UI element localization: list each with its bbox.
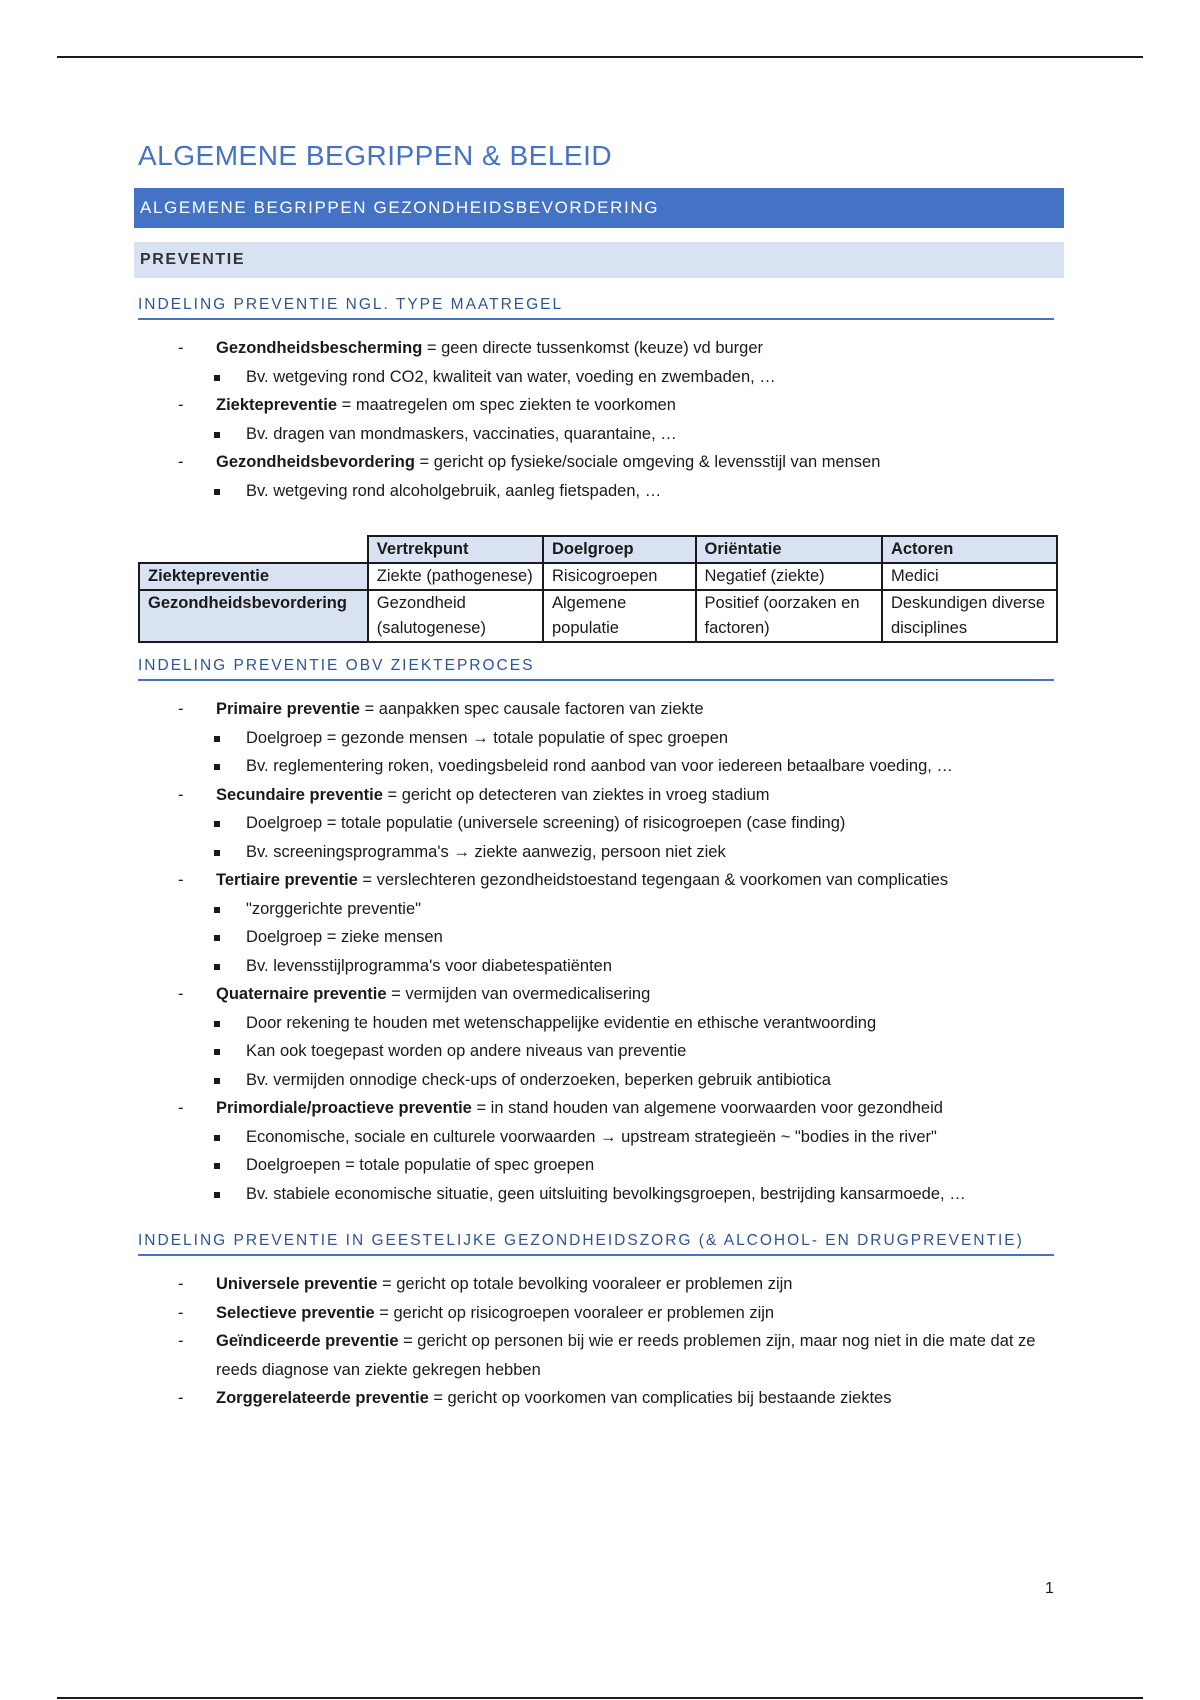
table-corner	[139, 536, 368, 563]
sub-item: Bv. wetgeving rond alcoholgebruik, aanleg fietspaden, …	[210, 477, 1058, 506]
sub-item: Doelgroep = gezonde mensen → totale populatie of spec groepen	[210, 724, 1058, 753]
section1-list	[138, 334, 1058, 505]
sub-item: Bv. vermijden onnodige check-ups of onderzoeken, beperken gebruik antibiotica	[210, 1066, 1058, 1095]
term: Gezondheidsbevordering	[216, 453, 415, 471]
section3-list	[138, 1270, 1058, 1413]
section2-heading: INDELING PREVENTIE OBV ZIEKTEPROCES	[138, 657, 1054, 681]
term: Zorggerelateerde preventie	[216, 1389, 429, 1407]
sub-item: "zorggerichte preventie"	[210, 895, 1058, 924]
heading-2-bar: ALGEMENE BEGRIPPEN GEZONDHEIDSBEVORDERING	[134, 188, 1064, 228]
definition: = gericht op voorkomen van complicaties bij bestaande ziektes	[428, 1389, 892, 1407]
section3-heading: INDELING PREVENTIE IN GEESTELIJKE GEZONDHEIDSZORG (& ALCOHOL- EN DRUGPREVENTIE)	[138, 1232, 1054, 1256]
definition: = gericht op risicogroepen vooraleer er problemen zijn	[374, 1303, 775, 1322]
table-cell: Negatief (ziekte)	[696, 563, 882, 590]
definition: = verslechteren gezondheidstoestand tegengaan & voorkomen van complicaties	[357, 871, 949, 889]
sub-item: Bv. dragen van mondmaskers, vaccinaties, quarantaine, …	[210, 420, 1058, 449]
sub-item: Kan ook toegepast worden op andere niveaus van preventie	[210, 1037, 1058, 1066]
table-cell: Ziekte (pathogenese)	[368, 563, 543, 590]
term: Universele preventie	[216, 1275, 378, 1293]
sub-item: Doelgroep = totale populatie (universele screening) of risicogroepen (case finding)	[210, 809, 1058, 838]
list-item	[138, 980, 1058, 1094]
definition: = gericht op fysieke/sociale omgeving & levensstijl van mensen	[414, 453, 881, 471]
list-item	[138, 391, 1058, 448]
term: Quaternaire preventie	[216, 985, 387, 1003]
list-item	[138, 1270, 1058, 1299]
sub-item: Bv. reglementering roken, voedingsbeleid rond aanbod van voor iedereen betaalbare voeding, …	[210, 752, 1058, 781]
table-cell: Risicogroepen	[543, 563, 696, 590]
table-header: Doelgroep	[543, 536, 696, 563]
term: Primaire preventie	[216, 700, 360, 718]
sub-item: Bv. wetgeving rond CO2, kwaliteit van water, voeding en zwembaden, …	[210, 363, 1058, 392]
definition: = geen directe tussenkomst (keuze) vd burger	[422, 339, 764, 357]
table-header-row	[139, 536, 1057, 563]
list-item	[138, 334, 1058, 391]
row-label: Gezondheidsbevordering	[139, 590, 368, 642]
list-item	[138, 866, 1058, 980]
term: Geïndiceerde preventie	[216, 1332, 399, 1350]
definition: = gericht op personen bij wie er reeds problemen zijn, maar nog niet in die mate dat ze reeds diagnose van ziekte gekregen hebben	[216, 1332, 1036, 1379]
section1-heading: INDELING PREVENTIE NGL. TYPE MAATREGEL	[138, 296, 1054, 320]
definition: = gericht op detecteren van ziektes in vroeg stadium	[382, 785, 770, 804]
term: Secundaire preventie	[216, 785, 383, 804]
page-title: ALGEMENE BEGRIPPEN & BELEID	[138, 140, 613, 171]
table-header: Oriëntatie	[696, 536, 882, 563]
table-header: Vertrekpunt	[368, 536, 543, 563]
list-item	[138, 1327, 1058, 1384]
bottom-rule	[57, 1697, 1143, 1699]
definition: = gericht op totale bevolking vooraleer er problemen zijn	[377, 1275, 793, 1293]
list-item	[138, 1384, 1058, 1413]
sub-item: Doelgroepen = totale populatie of spec groepen	[210, 1151, 1058, 1180]
list-item	[138, 448, 1058, 505]
definition: = in stand houden van algemene voorwaarden voor gezondheid	[471, 1099, 943, 1117]
table-row	[139, 590, 1057, 642]
term: Ziektepreventie	[216, 396, 338, 414]
sub-item: Doelgroep = zieke mensen	[210, 923, 1058, 952]
page-number: 1	[1045, 1580, 1054, 1597]
sub-item: Bv. stabiele economische situatie, geen uitsluiting bevolkingsgroepen, bestrijding kansarmoede, …	[210, 1180, 1058, 1209]
table-cell: Gezondheid (salutogenese)	[368, 590, 543, 642]
list-item	[138, 781, 1058, 867]
table-cell: Medici	[882, 563, 1057, 590]
sub-item: Bv. screeningsprogramma's → ziekte aanwezig, persoon niet ziek	[210, 838, 1058, 867]
table-cell: Deskundigen diverse disciplines	[882, 590, 1057, 642]
table-cell: Algemene populatie	[543, 590, 696, 642]
term: Gezondheidsbescherming	[216, 339, 423, 357]
document-page	[138, 140, 1058, 1413]
sub-item: Door rekening te houden met wetenschappelijke evidentie en ethische verantwoording	[210, 1009, 1058, 1038]
list-item	[138, 1094, 1058, 1208]
term: Primordiale/proactieve preventie	[216, 1099, 472, 1117]
term: Selectieve preventie	[216, 1303, 375, 1322]
heading-3-bar: PREVENTIE	[134, 242, 1064, 278]
term: Tertiaire preventie	[216, 871, 358, 889]
list-item	[138, 695, 1058, 781]
definition: = vermijden van overmedicalisering	[386, 985, 651, 1003]
table-row	[139, 563, 1057, 590]
sub-item: Bv. levensstijlprogramma's voor diabetespatiënten	[210, 952, 1058, 981]
section2-list	[138, 695, 1058, 1208]
top-rule	[57, 56, 1143, 58]
definition: = maatregelen om spec ziekten te voorkomen	[337, 396, 676, 414]
sub-item: Economische, sociale en culturele voorwaarden → upstream strategieën ~ "bodies in the river"	[210, 1123, 1058, 1152]
comparison-table	[138, 535, 1058, 643]
table-cell: Positief (oorzaken en factoren)	[696, 590, 882, 642]
table-header: Actoren	[882, 536, 1057, 563]
row-label: Ziektepreventie	[139, 563, 368, 590]
list-item	[138, 1299, 1058, 1328]
definition: = aanpakken spec causale factoren van ziekte	[360, 700, 704, 718]
